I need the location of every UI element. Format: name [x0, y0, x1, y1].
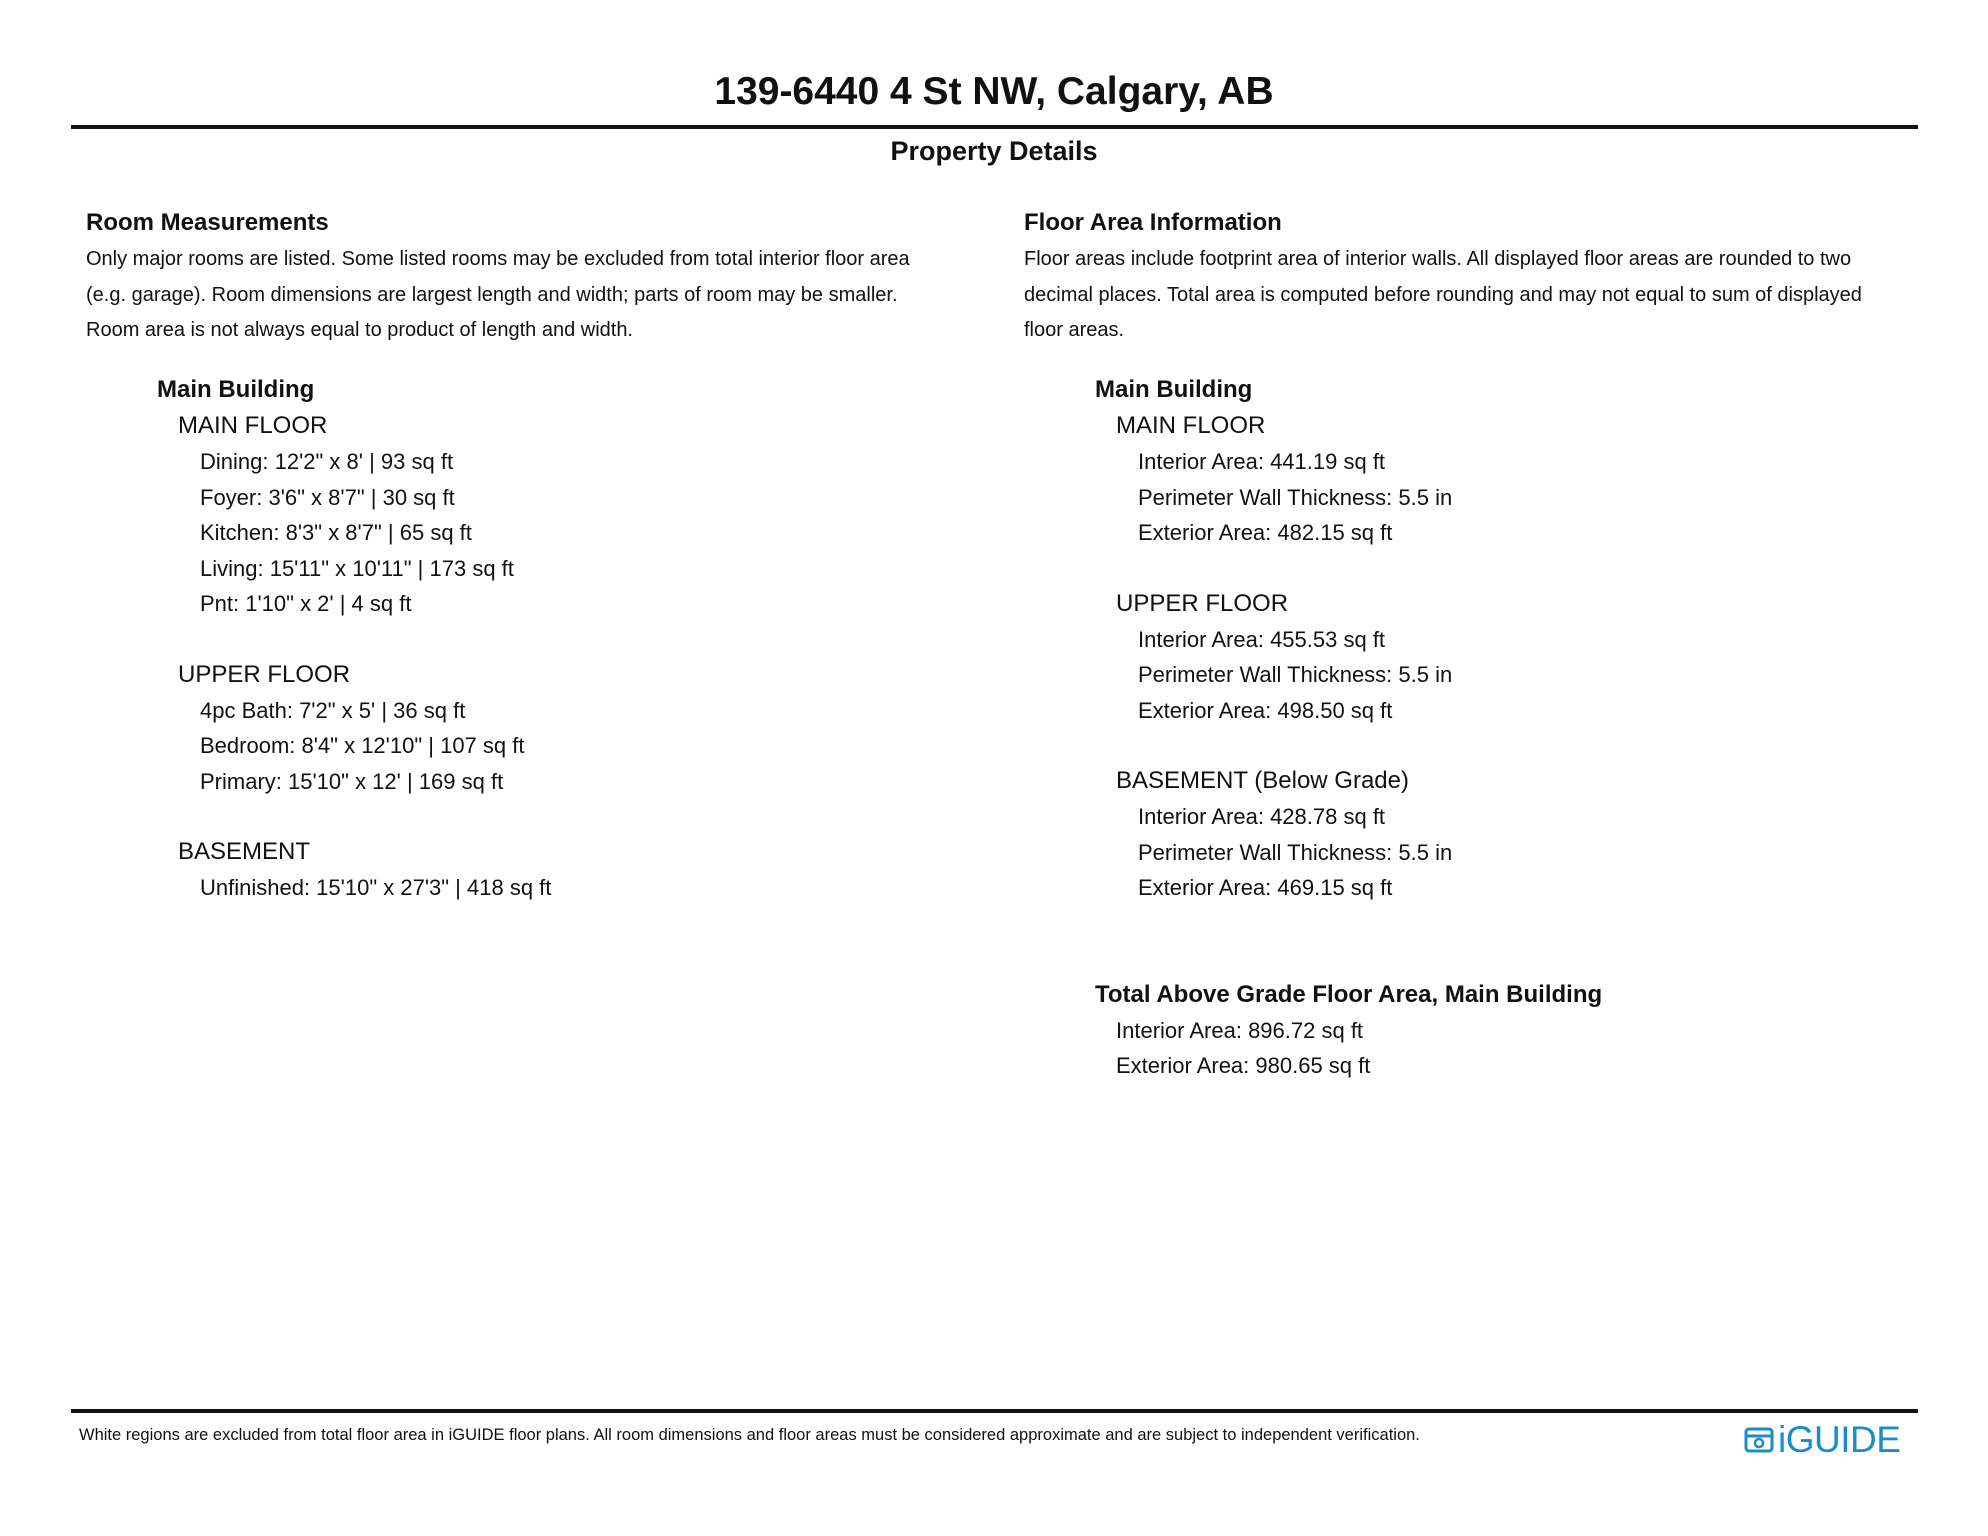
floor-area-heading: Floor Area Information — [1024, 209, 1282, 236]
area-item: Perimeter Wall Thickness: 5.5 in — [1138, 839, 1453, 865]
area-item: Interior Area: 441.19 sq ft — [1138, 449, 1386, 474]
floor-area-section — [1024, 206, 1924, 1084]
totals-group — [1095, 977, 1924, 1084]
total-item: Exterior Area: 980.65 sq ft — [1116, 1053, 1371, 1078]
floor-group-main — [1116, 408, 1924, 551]
building-name: Main Building — [1095, 376, 1253, 403]
area-item: Interior Area: 428.78 sq ft — [1138, 804, 1386, 829]
building-group — [157, 372, 986, 906]
room-item: Pnt: 1'10" x 2' | 4 sq ft — [200, 591, 412, 616]
room-item: Primary: 15'10" x 12' | 169 sq ft — [200, 768, 504, 794]
area-item: Exterior Area: 498.50 sq ft — [1138, 697, 1393, 723]
building-name: Main Building — [157, 376, 315, 403]
floor-name: BASEMENT — [178, 838, 311, 865]
room-measurements-section — [86, 206, 986, 906]
area-item: Perimeter Wall Thickness: 5.5 in — [1138, 484, 1453, 510]
totals-heading: Total Above Grade Floor Area, Main Building — [1095, 980, 1603, 1008]
note-line: Only major rooms are listed. Some listed rooms may be excluded from total interior floor area — [86, 248, 910, 270]
building-group — [1095, 372, 1924, 906]
floor-name: UPPER FLOOR — [1116, 589, 1289, 617]
area-item: Exterior Area: 482.15 sq ft — [1138, 520, 1393, 545]
floor-name: UPPER FLOOR — [178, 660, 351, 688]
floor-group-main — [178, 408, 986, 622]
floor-group-upper — [1116, 586, 1924, 729]
iguide-logo-text: iGUIDE — [1778, 1419, 1901, 1460]
room-item: 4pc Bath: 7'2" x 5' | 36 sq ft — [200, 697, 466, 723]
total-item: Interior Area: 896.72 sq ft — [1116, 1017, 1364, 1043]
footer-disclaimer: White regions are excluded from total floor area in iGUIDE floor plans. All room dimensions and floor areas must be considered approximate and are subject to independent verification. — [79, 1426, 1420, 1444]
room-item: Dining: 12'2" x 8' | 93 sq ft — [200, 449, 454, 474]
room-item: Living: 15'11" x 10'11" | 173 sq ft — [200, 555, 514, 581]
iguide-logo-icon — [1744, 1425, 1774, 1455]
room-item: Bedroom: 8'4" x 12'10" | 107 sq ft — [200, 733, 525, 758]
room-measurements-note — [86, 242, 986, 349]
iguide-logo — [1744, 1418, 1900, 1462]
floor-name: BASEMENT (Below Grade) — [1116, 767, 1409, 794]
floor-name: MAIN FLOOR — [178, 412, 328, 439]
room-item: Foyer: 3'6" x 8'7" | 30 sq ft — [200, 484, 455, 510]
floor-group-upper — [178, 657, 986, 800]
page-title: 139-6440 4 St NW, Calgary, AB — [714, 70, 1274, 113]
footer-rule — [71, 1409, 1918, 1413]
note-line: decimal places. Total area is computed before rounding and may not equal to sum of displayed — [1024, 283, 1862, 306]
room-measurements-heading: Room Measurements — [86, 209, 329, 236]
note-line: floor areas. — [1024, 319, 1125, 341]
header-rule — [71, 125, 1918, 129]
note-line: (e.g. garage). Room dimensions are largest length and width; parts of room may be smaller. — [86, 283, 898, 306]
page-subtitle: Property Details — [890, 136, 1098, 166]
floor-group-basement — [178, 834, 986, 906]
note-line: Floor areas include footprint area of interior walls. All displayed floor areas are rounded to two — [1024, 248, 1852, 270]
floor-name: MAIN FLOOR — [1116, 412, 1266, 439]
note-line: Room area is not always equal to product of length and width. — [86, 319, 633, 341]
area-item: Exterior Area: 469.15 sq ft — [1138, 875, 1393, 900]
area-item: Perimeter Wall Thickness: 5.5 in — [1138, 662, 1453, 687]
floor-group-basement — [1116, 763, 1924, 906]
room-item: Unfinished: 15'10" x 27'3" | 418 sq ft — [200, 875, 552, 900]
room-item: Kitchen: 8'3" x 8'7" | 65 sq ft — [200, 520, 472, 545]
area-item: Interior Area: 455.53 sq ft — [1138, 626, 1386, 652]
floor-area-note — [1024, 242, 1924, 349]
